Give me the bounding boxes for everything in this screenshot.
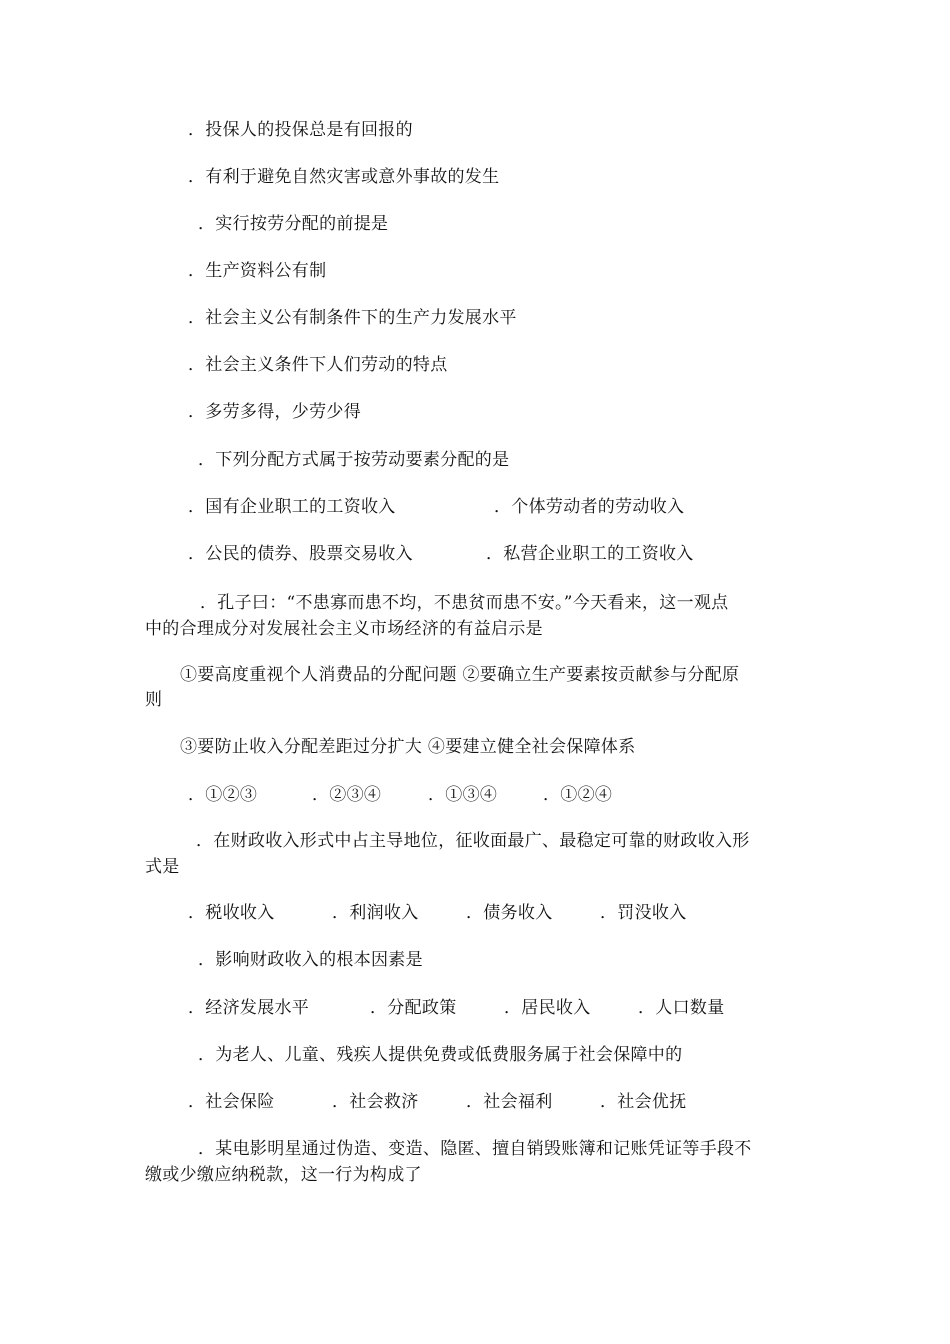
question-fiscal-form-stem-line2: 式是 [145,857,180,877]
question-confucius-stem-line1: ．孔子曰：“不患寡而患不均，不患贫而患不安。”今天看来，这一观点 [200,593,729,613]
fiscal-root-option-a: ．经济发展水平 [188,998,310,1018]
prev-option-c: ．投保人的投保总是有回报的 [188,120,413,140]
factor-option-a: ．国有企业职工的工资收入 [188,497,396,517]
factor-option-b: ．个体劳动者的劳动收入 [494,497,685,517]
factor-option-c: ．公民的债券、股票交易收入 [188,544,413,564]
question-confucius-stem-line2: 中的合理成分对发展社会主义市场经济的有益启示是 [145,619,543,639]
confucius-items-line3: ③要防止收入分配差距过分扩大 ④要建立健全社会保障体系 [180,737,636,757]
question-fiscal-form-stem-line1: ．在财政收入形式中占主导地位，征收面最广、最稳定可靠的财政收入形 [196,831,750,851]
confucius-option-a: ．①②③ [188,785,258,805]
labor-option-d: ．多劳多得，少劳少得 [188,402,361,422]
prev-option-d: ．有利于避免自然灾害或意外事故的发生 [188,167,500,187]
question-security-stem: ．为老人、儿童、残疾人提供免费或低费服务属于社会保障中的 [198,1045,683,1065]
labor-option-b: ．社会主义公有制条件下的生产力发展水平 [188,308,517,328]
question-labor-stem: ．实行按劳分配的前提是 [198,214,389,234]
fiscal-form-option-a: ．税收收入 [188,903,275,923]
fiscal-root-option-b: ．分配政策 [370,998,457,1018]
factor-option-d: ．私营企业职工的工资收入 [486,544,694,564]
security-option-c: ．社会福利 [466,1092,553,1112]
fiscal-form-option-d: ．罚没收入 [600,903,687,923]
fiscal-root-option-d: ．人口数量 [638,998,725,1018]
confucius-items-line2: 则 [145,690,163,710]
fiscal-form-option-b: ．利润收入 [332,903,419,923]
fiscal-root-option-c: ．居民收入 [504,998,591,1018]
security-option-b: ．社会救济 [332,1092,419,1112]
confucius-option-d: ．①②④ [543,785,613,805]
fiscal-form-option-c: ．债务收入 [466,903,553,923]
question-tax-stem-line1: ．某电影明星通过伪造、变造、隐匿、擅自销毁账簿和记账凭证等手段不 [198,1139,752,1159]
security-option-a: ．社会保险 [188,1092,275,1112]
labor-option-c: ．社会主义条件下人们劳动的特点 [188,355,448,375]
question-factor-stem: ．下列分配方式属于按劳动要素分配的是 [198,450,510,470]
security-option-d: ．社会优抚 [600,1092,687,1112]
confucius-option-b: ．②③④ [312,785,382,805]
labor-option-a: ．生产资料公有制 [188,261,327,281]
confucius-items-line1: ①要高度重视个人消费品的分配问题 ②要确立生产要素按贡献参与分配原 [180,665,740,685]
confucius-option-c: ．①③④ [428,785,498,805]
question-fiscal-root-stem: ．影响财政收入的根本因素是 [198,950,423,970]
question-tax-stem-line2: 缴或少缴应纳税款，这一行为构成了 [145,1165,422,1185]
